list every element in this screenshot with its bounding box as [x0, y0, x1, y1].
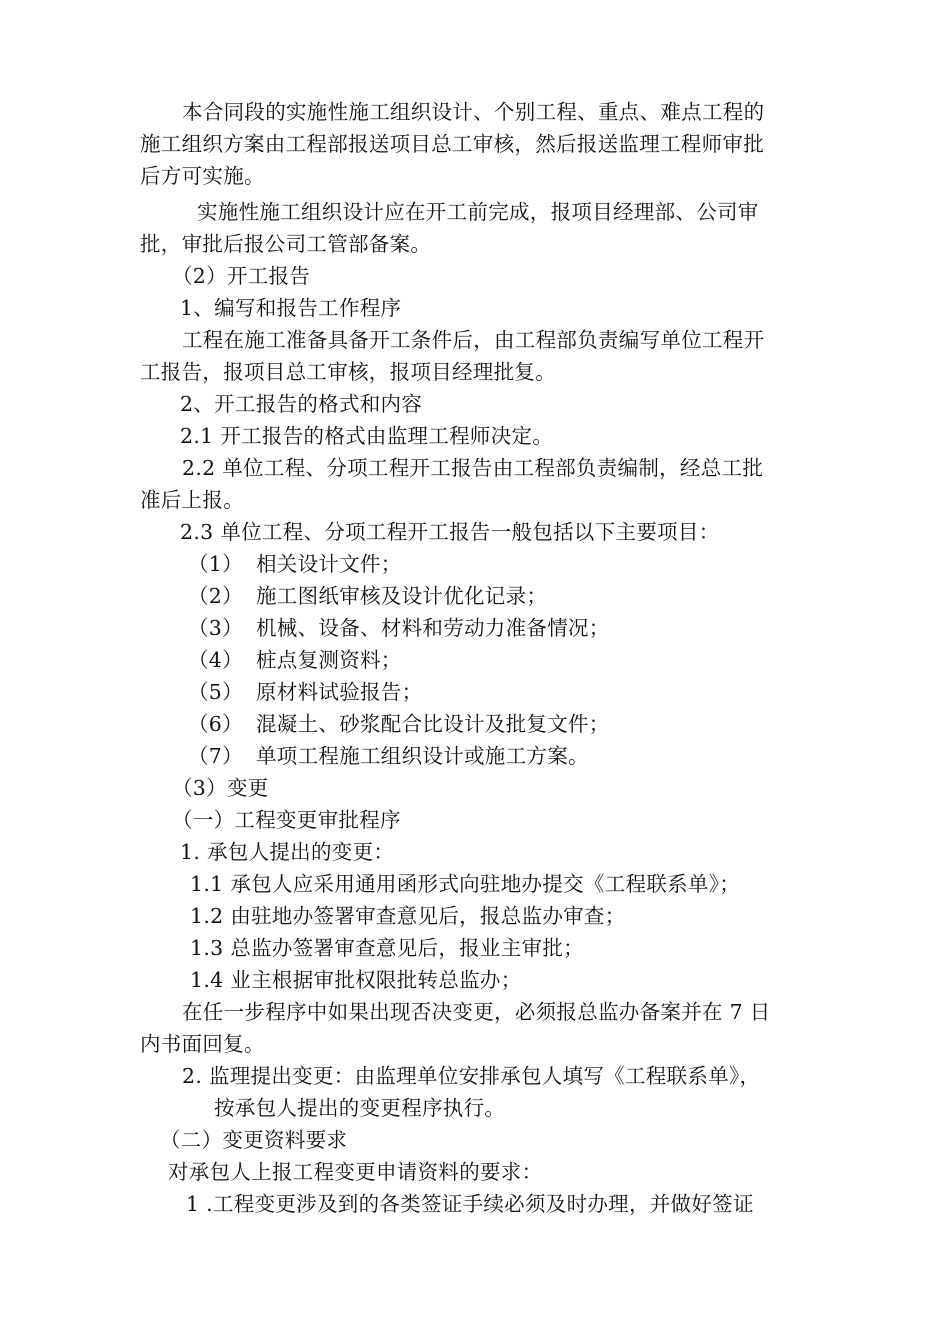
list-item-text: 施工图纸审核及设计优化记录； — [256, 584, 548, 608]
paragraph-line: 2. 监理提出变更：由监理单位安排承包人填写《工程联系单》， — [182, 1064, 761, 1088]
list-item-text: 相关设计文件； — [256, 552, 402, 576]
list-item — [188, 742, 589, 770]
list-item-number: （2） — [188, 584, 243, 608]
list-item-text: 单项工程施工组织设计或施工方案。 — [256, 744, 589, 768]
paragraph-line: 本合同段的实施性施工组织设计、个别工程、重点、难点工程的 — [182, 100, 765, 124]
list-item — [188, 550, 402, 578]
list-item — [188, 646, 402, 674]
section-heading: （2）开工报告 — [172, 264, 311, 288]
paragraph-line: 对承包人上报工程变更申请资料的要求： — [168, 1160, 543, 1184]
paragraph-line: 2.3 单位工程、分项工程开工报告一般包括以下主要项目： — [180, 520, 720, 544]
paragraph-line: 批，审批后报公司工管部备案。 — [140, 232, 432, 256]
paragraph-line: 内书面回复。 — [140, 1032, 265, 1056]
subsection-heading: 2、开工报告的格式和内容 — [180, 392, 423, 416]
list-item-text: 原材料试验报告； — [256, 680, 423, 704]
paragraph-line: 1.2 由驻地办签署审查意见后，报总监办审查； — [190, 904, 626, 928]
subsection-heading: 1、编写和报告工作程序 — [180, 296, 402, 320]
list-item-number: （1） — [188, 552, 243, 576]
subsection-heading: （二）变更资料要求 — [160, 1128, 348, 1152]
list-item-number: （6） — [188, 712, 243, 736]
subsection-heading: （一）工程变更审批程序 — [172, 808, 401, 832]
list-item-number: （4） — [188, 648, 243, 672]
list-item — [188, 582, 547, 610]
paragraph-line: 实施性施工组织设计应在开工前完成，报项目经理部、公司审 — [197, 200, 759, 224]
paragraph-line: 施工组织方案由工程部报送项目总工审核，然后报送监理工程师审批 — [140, 132, 764, 156]
paragraph-line: 1. 承包人提出的变更： — [180, 840, 395, 864]
paragraph-line: 后方可实施。 — [140, 164, 265, 188]
paragraph-line: 1.4 业主根据审批权限批转总监办； — [190, 968, 522, 992]
paragraph-line: 1.3 总监办签署审查意见后，报业主审批； — [190, 936, 584, 960]
list-item-number: （3） — [188, 616, 243, 640]
list-item-text: 桩点复测资料； — [256, 648, 402, 672]
list-item — [188, 678, 422, 706]
section-heading: （3）变更 — [172, 776, 269, 800]
paragraph-line: 工报告，报项目总工审核，报项目经理批复。 — [140, 360, 556, 384]
paragraph-line: 准后上报。 — [140, 488, 244, 512]
list-item-number: （5） — [188, 680, 243, 704]
list-item-text: 混凝土、砂浆配合比设计及批复文件； — [256, 712, 610, 736]
paragraph-line: 按承包人提出的变更程序执行。 — [214, 1096, 506, 1120]
paragraph-line: 2.1 开工报告的格式由监理工程师决定。 — [180, 424, 554, 448]
paragraph-line: 2.2 单位工程、分项工程开工报告由工程部负责编制，经总工批 — [182, 456, 764, 480]
list-item-number: （7） — [188, 744, 243, 768]
paragraph-line: 1 .工程变更涉及到的各类签证手续必须及时办理，并做好签证 — [186, 1192, 754, 1216]
paragraph-line: 1.1 承包人应采用通用函形式向驻地办提交《工程联系单》； — [190, 872, 741, 896]
list-item — [188, 614, 610, 642]
list-item-text: 机械、设备、材料和劳动力准备情况； — [256, 616, 610, 640]
paragraph-line: 在任一步程序中如果出现否决变更，必须报总监办备案并在 7 日 — [182, 1000, 771, 1024]
list-item — [188, 710, 610, 738]
paragraph-line: 工程在施工准备具备开工条件后，由工程部负责编写单位工程开 — [182, 328, 765, 352]
